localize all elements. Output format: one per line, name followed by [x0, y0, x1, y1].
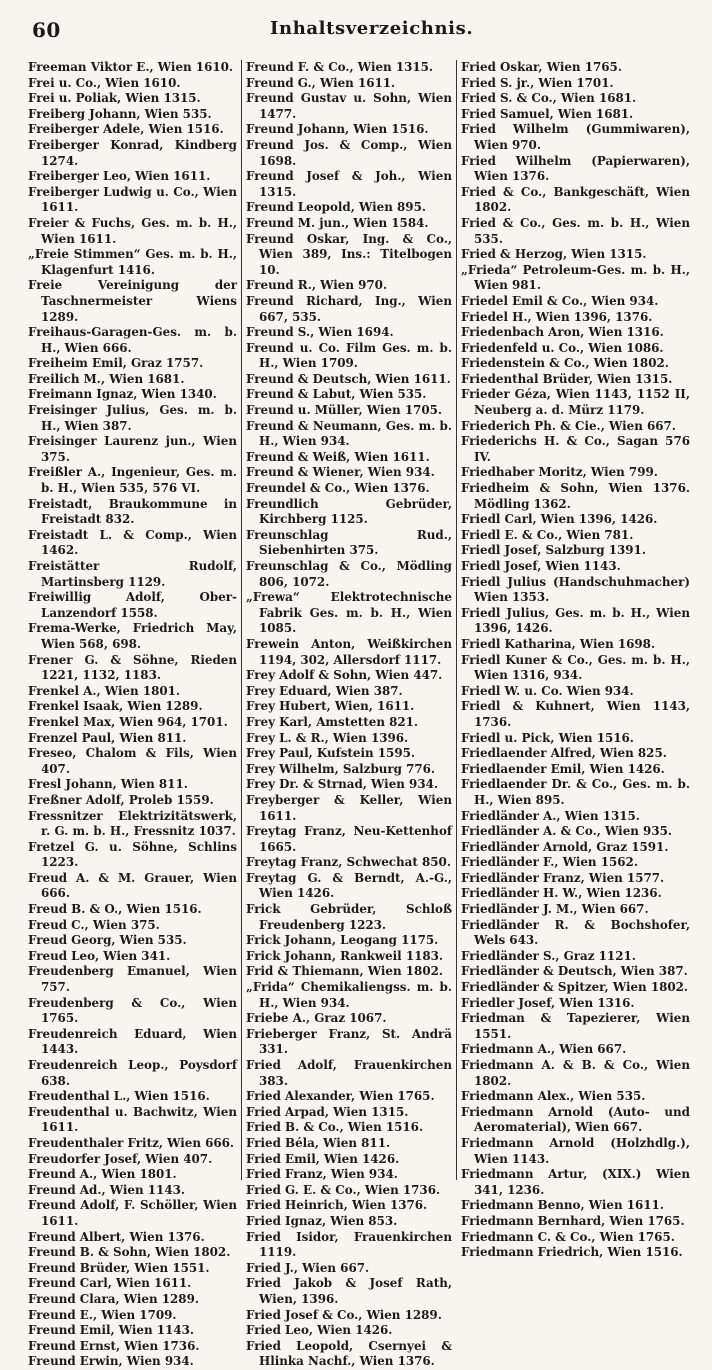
index-entry: Friedmann Arnold (Holzhdlg.), Wien 1143. — [461, 1135, 690, 1166]
index-entry: Friedmann Bernhard, Wien 1765. — [461, 1213, 685, 1228]
index-entry: Freund Ernst, Wien 1736. — [28, 1338, 200, 1353]
index-entry: Freudenreich Eduard, Wien 1443. — [28, 1026, 237, 1057]
index-entry: Friedl Josef, Salzburg 1391. — [461, 543, 646, 558]
index-entry: Freund Richard, Ing., Wien 667, 535. — [246, 293, 452, 324]
index-entry: Fried Alexander, Wien 1765. — [246, 1089, 435, 1104]
index-entry: Friedlaender Emil, Wien 1426. — [461, 761, 665, 776]
index-entry: Freud B. & O., Wien 1516. — [28, 902, 202, 917]
index-entry: Fried Heinrich, Wien 1376. — [246, 1198, 428, 1213]
index-entry: Freytag Franz, Schwechat 850. — [246, 855, 451, 870]
index-entry: Freimann Ignaz, Wien 1340. — [28, 387, 217, 402]
index-entry: Friedlaender Dr. & Co., Ges. m. b. H., Wien 895. — [461, 777, 690, 807]
index-entry: Fried Leopold, Csernyei & Hlinka Nachf., Wien 1376. — [246, 1338, 452, 1369]
index-entry: Frick Johann, Leogang 1175. — [246, 933, 439, 948]
index-entry: Frey Adolf & Sohn, Wien 447. — [246, 668, 443, 683]
index-entry: Friedmann A. & B. & Co., Wien 1802. — [461, 1058, 690, 1088]
index-entry: Frieder Géza, Wien 1143, 1152 II, Neuberg a. d. Mürz 1179. — [461, 387, 690, 418]
index-entry: Freundlich Gebrüder, Kirchberg 1125. — [246, 496, 452, 527]
index-entry: Freunschlag Rud., Siebenhirten 375. — [246, 527, 452, 558]
index-entry: Friedländer & Spitzer, Wien 1802. — [461, 980, 689, 995]
index-entry: Fried Wilhelm (Papierwaren), Wien 1376. — [461, 153, 690, 184]
index-entry: Freiberger Ludwig u. Co., Wien 1611. — [28, 184, 237, 215]
index-entry: Friedländer H. W., Wien 1236. — [461, 886, 662, 901]
index-column-1 — [28, 60, 241, 1369]
index-entry: Fried Béla, Wien 811. — [246, 1135, 391, 1150]
index-entry: Freihaus-Garagen-Ges. m. b. H., Wien 666. — [28, 325, 237, 355]
index-entry: Freund & Labut, Wien 535. — [246, 387, 427, 402]
index-entry: Friedenthal Brüder, Wien 1315. — [461, 371, 673, 386]
index-entry: Freudenthal u. Bachwitz, Wien 1611. — [28, 1104, 237, 1135]
index-entry: Friedl u. Pick, Wien 1516. — [461, 730, 634, 745]
index-entry: „Frieda“ Petroleum-Ges. m. b. H., Wien 981. — [461, 262, 690, 293]
index-entry: Freund Brüder, Wien 1551. — [28, 1260, 210, 1275]
index-entry: Frei u. Co., Wien 1610. — [28, 75, 181, 90]
index-entry: Fressnitzer Elektrizitätswerk, r. G. m. b. H., Fressnitz 1037. — [28, 808, 237, 839]
index-entry: Freund & Wiener, Wien 934. — [246, 465, 435, 480]
index-entry: Friedländer S., Graz 1121. — [461, 948, 636, 963]
index-entry: Freiberger Leo, Wien 1611. — [28, 169, 211, 184]
index-entry: „Frida“ Chemikaliengss. m. b. H., Wien 934. — [246, 980, 452, 1010]
index-entry: Fried S. jr., Wien 1701. — [461, 75, 614, 90]
index-entry: Fried Jakob & Josef Rath, Wien, 1396. — [246, 1276, 452, 1306]
page-number: 60 — [32, 18, 61, 42]
index-entry: Frey Wilhelm, Salzburg 776. — [246, 761, 436, 776]
index-entry: Fried Josef & Co., Wien 1289. — [246, 1307, 442, 1322]
index-entry: Friedl Josef, Wien 1143. — [461, 559, 621, 573]
index-entry: Fried J., Wien 667. — [246, 1260, 370, 1275]
index-entry: Freiberg Johann, Wien 535. — [28, 106, 212, 121]
index-entry: Freud Georg, Wien 535. — [28, 933, 187, 948]
index-entry: Freie Vereinigung der Taschnermeister Wiens 1289. — [28, 278, 237, 324]
index-entry: Freund & Weiß, Wien 1611. — [246, 449, 430, 464]
index-entry: Friedländer Arnold, Graz 1591. — [461, 839, 669, 854]
index-entry: Freistadt L. & Comp., Wien 1462. — [28, 527, 237, 558]
index-entry: Frener G. & Söhne, Rieden 1221, 1132, 1183. — [28, 652, 237, 683]
index-entry: Fried & Co., Bankgeschäft, Wien 1802. — [461, 184, 690, 215]
index-entry: Friedländer R. & Bochshofer, Wels 643. — [461, 917, 690, 948]
index-entry: Freund B. & Sohn, Wien 1802. — [28, 1245, 231, 1260]
index-entry: Freund A., Wien 1801. — [28, 1167, 177, 1182]
index-entry: Frewein Anton, Weißkirchen 1194, 302, Allersdorf 1117. — [246, 636, 452, 667]
index-entry: Frema-Werke, Friedrich May, Wien 568, 698. — [28, 621, 237, 651]
index-entry: Freund Josef & Joh., Wien 1315. — [246, 169, 452, 199]
index-entry: „Freie Stimmen“ Ges. m. b. H., Klagenfurt 1416. — [28, 247, 237, 277]
index-column-3 — [456, 60, 690, 1260]
index-entry: Freud Leo, Wien 341. — [28, 948, 171, 963]
index-entry: Friedl & Kuhnert, Wien 1143, 1736. — [461, 699, 690, 729]
index-entry: Freund Johann, Wien 1516. — [246, 122, 429, 137]
index-entry: Freudenberg & Co., Wien 1765. — [28, 995, 237, 1026]
index-entry: Frenkel Max, Wien 964, 1701. — [28, 714, 228, 729]
index-entry: Friedmann Alex., Wien 535. — [461, 1089, 646, 1104]
index-entry: Freund R., Wien 970. — [246, 278, 388, 293]
index-entry: Friebe A., Graz 1067. — [246, 1011, 387, 1026]
index-entry: Frieberger Franz, St. Andrä 331. — [246, 1026, 452, 1057]
index-entry: Freund Clara, Wien 1289. — [28, 1291, 199, 1306]
index-entry: Frey Dr. & Strnad, Wien 934. — [246, 777, 439, 792]
index-entry: Freund Ad., Wien 1143. — [28, 1182, 186, 1197]
index-entry: Frick Johann, Rankweil 1183. — [246, 948, 444, 963]
index-entry: Friedl Katharina, Wien 1698. — [461, 636, 656, 651]
index-entry: Freßner Adolf, Proleb 1559. — [28, 792, 214, 807]
index-entry: Friedländer F., Wien 1562. — [461, 855, 638, 870]
index-entry: Friedl W. u. Co. Wien 934. — [461, 683, 634, 698]
index-entry: Freudenthal L., Wien 1516. — [28, 1089, 210, 1104]
index-entry: Freier & Fuchs, Ges. m. b. H., Wien 1611. — [28, 215, 237, 246]
index-entry: Freund Albert, Wien 1376. — [28, 1229, 205, 1244]
index-entry: Frey Karl, Amstetten 821. — [246, 714, 419, 729]
index-entry: Freund F. & Co., Wien 1315. — [246, 60, 434, 74]
index-entry: Freund & Neumann, Ges. m. b. H., Wien 934. — [246, 418, 452, 449]
index-entry: Frenkel Isaak, Wien 1289. — [28, 699, 203, 714]
index-entry: Freytag Franz, Neu-Kettenhof 1665. — [246, 824, 452, 854]
index-entry: Friedmann Benno, Wien 1611. — [461, 1198, 664, 1213]
index-entry: Friedmann Arnold (Auto- und Aeromaterial), Wien 667. — [461, 1104, 690, 1135]
index-entry: Fresl Johann, Wien 811. — [28, 777, 188, 792]
index-entry: Freund M. jun., Wien 1584. — [246, 215, 429, 230]
index-entry: Freund S., Wien 1694. — [246, 325, 394, 340]
index-entry: Freiwillig Adolf, Ober-Lanzendorf 1558. — [28, 590, 237, 620]
index-entry: Friedel H., Wien 1396, 1376. — [461, 309, 653, 324]
index-entry: Freytag G. & Berndt, A.-G., Wien 1426. — [246, 870, 452, 901]
index-entry: Freseo, Chalom & Fils, Wien 407. — [28, 746, 237, 776]
index-entry: Freud A. & M. Grauer, Wien 666. — [28, 870, 237, 901]
index-entry: Friedlaender Alfred, Wien 825. — [461, 746, 667, 761]
index-entry: Freudenberg Emanuel, Wien 757. — [28, 964, 237, 995]
index-entry: Friedmann A., Wien 667. — [461, 1042, 627, 1057]
index-entry: Friedel Emil & Co., Wien 934. — [461, 293, 659, 308]
index-entry: Frick Gebrüder, Schloß Freudenberg 1223. — [246, 902, 452, 932]
index-entry: Friedl E. & Co., Wien 781. — [461, 527, 634, 542]
index-entry: Friedländer A. & Co., Wien 935. — [461, 824, 673, 839]
index-entry: Friedman & Tapezierer, Wien 1551. — [461, 1011, 690, 1041]
index-entry: Friedmann Artur, (XIX.) Wien 341, 1236. — [461, 1167, 690, 1197]
index-entry: Fried & Herzog, Wien 1315. — [461, 247, 647, 262]
index-entry: Friedländer Franz, Wien 1577. — [461, 870, 665, 885]
index-columns — [28, 60, 690, 1369]
index-entry: Freund u. Müller, Wien 1705. — [246, 403, 443, 418]
index-entry: Friederich Ph. & Cie., Wien 667. — [461, 418, 676, 433]
index-entry: Freistätter Rudolf, Martinsberg 1129. — [28, 559, 237, 589]
index-entry: Fried Leo, Wien 1426. — [246, 1323, 393, 1338]
index-entry: Friedl Julius, Ges. m. b. H., Wien 1396, 1426. — [461, 605, 690, 636]
index-entry: Friedländer & Deutsch, Wien 387. — [461, 964, 688, 979]
index-entry: Freund Carl, Wien 1611. — [28, 1276, 192, 1291]
index-entry: Frey Eduard, Wien 387. — [246, 683, 403, 698]
index-entry: Frei u. Poliak, Wien 1315. — [28, 91, 201, 106]
index-entry: Fried Isidor, Frauenkirchen 1119. — [246, 1229, 452, 1260]
page-header — [0, 0, 712, 50]
index-entry: Fried S. & Co., Wien 1681. — [461, 91, 637, 106]
index-entry: Freudenthaler Fritz, Wien 666. — [28, 1135, 235, 1150]
index-entry: Friedenbach Aron, Wien 1316. — [461, 325, 664, 340]
index-entry: Freund & Deutsch, Wien 1611. — [246, 371, 451, 386]
index-entry: Freudenreich Leop., Poysdorf 638. — [28, 1058, 237, 1088]
index-entry: Fried Franz, Wien 934. — [246, 1167, 398, 1182]
index-entry: Friedhaber Moritz, Wien 799. — [461, 465, 658, 480]
index-entry: Frenkel A., Wien 1801. — [28, 683, 181, 698]
index-entry: Freund Emil, Wien 1143. — [28, 1323, 195, 1338]
index-entry: Friedenfeld u. Co., Wien 1086. — [461, 340, 664, 355]
index-entry: Fried Samuel, Wien 1681. — [461, 106, 634, 121]
index-entry: Frid & Thiemann, Wien 1802. — [246, 964, 444, 979]
index-entry: Freund Leopold, Wien 895. — [246, 200, 426, 215]
index-entry: Friedl Carl, Wien 1396, 1426. — [461, 512, 658, 527]
index-entry: Friedmann Friedrich, Wien 1516. — [461, 1245, 683, 1260]
index-entry: Friedländer A., Wien 1315. — [461, 808, 640, 823]
index-entry: Fried Arpad, Wien 1315. — [246, 1104, 409, 1119]
index-entry: Frenzel Paul, Wien 811. — [28, 730, 187, 745]
index-entry: Friedheim & Sohn, Wien 1376. Mödling 1362. — [461, 481, 690, 511]
index-entry: Fretzel G. u. Söhne, Schlins 1223. — [28, 839, 237, 870]
index-entry: Fried Adolf, Frauenkirchen 383. — [246, 1058, 452, 1088]
index-entry: Freilich M., Wien 1681. — [28, 371, 185, 386]
index-entry: Friederichs H. & Co., Sagan 576 IV. — [461, 434, 690, 464]
index-entry: Freund E., Wien 1709. — [28, 1307, 177, 1322]
index-entry: Freiberger Adele, Wien 1516. — [28, 122, 224, 137]
index-entry: Freiberger Konrad, Kindberg 1274. — [28, 137, 237, 168]
index-column-2 — [241, 60, 456, 1369]
index-entry: Freyberger & Keller, Wien 1611. — [246, 792, 452, 823]
index-entry: Freunschlag & Co., Mödling 806, 1072. — [246, 559, 452, 589]
index-entry: Fried Oskar, Wien 1765. — [461, 60, 622, 74]
index-entry: Freisinger Julius, Ges. m. b. H., Wien 387. — [28, 403, 237, 433]
index-entry: Freundel & Co., Wien 1376. — [246, 481, 430, 496]
index-entry: Freund u. Co. Film Ges. m. b. H., Wien 1709. — [246, 340, 452, 371]
index-entry: Fried G. E. & Co., Wien 1736. — [246, 1182, 441, 1197]
index-entry: Fried B. & Co., Wien 1516. — [246, 1120, 424, 1135]
index-entry: Frey L. & R., Wien 1396. — [246, 730, 409, 745]
index-entry: Freund Erwin, Wien 934. — [28, 1354, 194, 1369]
index-entry: Freund Oskar, Ing. & Co., Wien 389, Ins.: Titelbogen 10. — [246, 231, 452, 277]
index-entry: Friedländer J. M., Wien 667. — [461, 902, 649, 917]
index-entry: Freund G., Wien 1611. — [246, 75, 396, 90]
index-entry: „Frewa“ Elektrotechnische Fabrik Ges. m. b. H., Wien 1085. — [246, 590, 452, 636]
index-entry: Fried Emil, Wien 1426. — [246, 1151, 400, 1166]
index-entry: Freudorfer Josef, Wien 407. — [28, 1151, 213, 1166]
index-entry: Friedler Josef, Wien 1316. — [461, 995, 635, 1010]
index-entry: Friedenstein & Co., Wien 1802. — [461, 356, 669, 371]
index-entry: Freisinger Laurenz jun., Wien 375. — [28, 434, 237, 464]
index-entry: Freiheim Emil, Graz 1757. — [28, 356, 204, 371]
index-entry: Freund Jos. & Comp., Wien 1698. — [246, 137, 452, 168]
index-entry: Fried Wilhelm (Gummiwaren), Wien 970. — [461, 122, 690, 152]
index-entry: Friedmann C. & Co., Wien 1765. — [461, 1229, 675, 1244]
index-entry: Friedl Kuner & Co., Ges. m. b. H., Wien 1316, 934. — [461, 652, 690, 683]
index-entry: Freud C., Wien 375. — [28, 917, 160, 932]
index-entry: Fried & Co., Ges. m. b. H., Wien 535. — [461, 215, 690, 246]
index-entry: Freund Gustav u. Sohn, Wien 1477. — [246, 91, 452, 121]
page-title: Inhaltsverzeichnis. — [270, 18, 474, 39]
index-entry: Freistadt, Braukommune in Freistadt 832. — [28, 496, 237, 527]
index-entry: Freißler A., Ingenieur, Ges. m. b. H., Wien 535, 576 VI. — [28, 465, 237, 496]
index-entry: Friedl Julius (Handschuhmacher) Wien 1353. — [461, 574, 690, 605]
index-entry: Freeman Viktor E., Wien 1610. — [28, 60, 234, 74]
index-entry: Freund Adolf, F. Schöller, Wien 1611. — [28, 1198, 237, 1228]
index-entry: Frey Paul, Kufstein 1595. — [246, 746, 415, 761]
index-entry: Frey Hubert, Wien, 1611. — [246, 699, 415, 714]
index-entry: Fried Ignaz, Wien 853. — [246, 1213, 398, 1228]
